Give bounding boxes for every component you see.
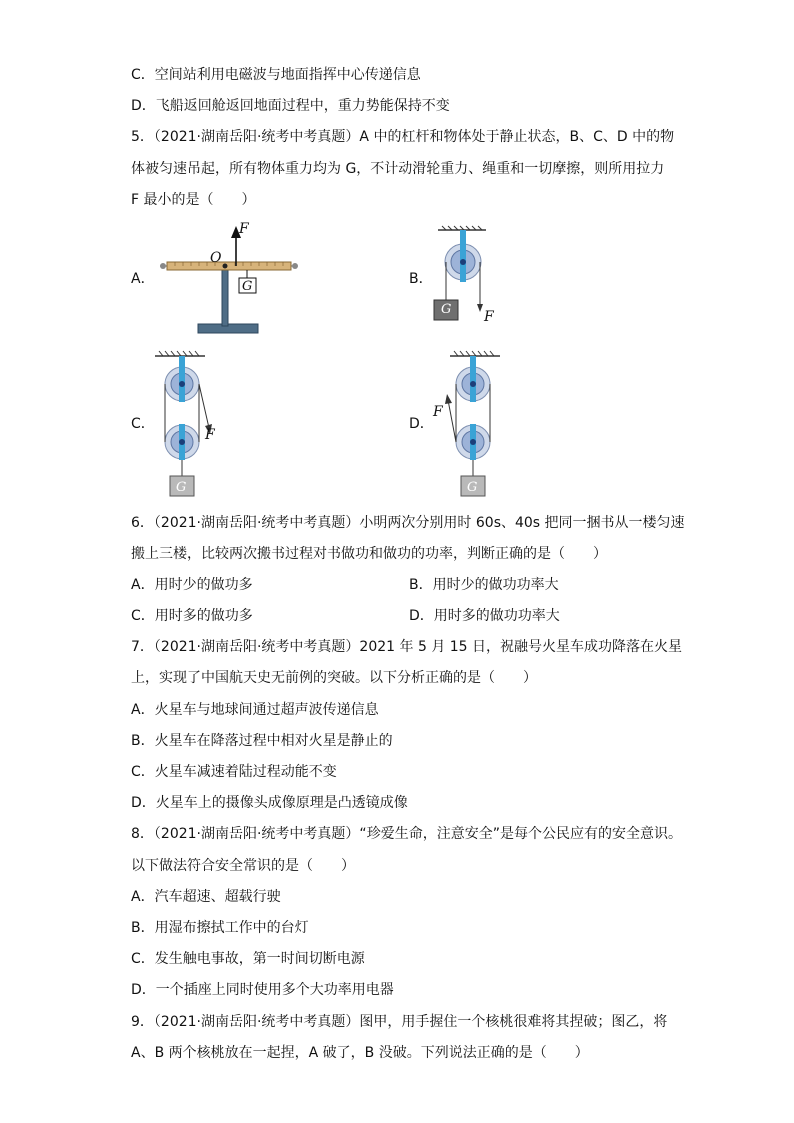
fig-label-a: A． [131,271,155,287]
q8-stem-line1: 8．（2021·湖南岳阳·统考中考真题）“珍爱生命，注意安全”是每个公民应有的安全意识。 [131,826,682,842]
q8-stem-line2: 以下做法符合安全常识的是（ ） [131,858,355,874]
q7-stem-line1: 7．（2021·湖南岳阳·统考中考真题）2021 年 5 月 15 日，祝融号火星车成功降落在火星 [131,639,683,655]
q8-option-b: B．用湿布擦拭工作中的台灯 [131,920,309,936]
fig-c-force-label: F [205,427,215,443]
q6-option-c: C．用时多的做功多 [131,608,253,624]
fig-label-b: B． [409,271,433,287]
q6-option-a: A．用时少的做功多 [131,577,253,593]
figure-a-lever [155,220,305,340]
fig-a-fulcrum-label: O [210,250,222,266]
q8-option-c: C．发生触电事故，第一时间切断电源 [131,951,365,967]
fig-label-c: C． [131,416,155,432]
q7-stem-line2: 上，实现了中国航天史无前例的突破。以下分析正确的是（ ） [131,670,537,686]
fig-a-weight-label: G [242,279,253,294]
q6-stem-line1: 6．（2021·湖南岳阳·统考中考真题）小明两次分别用时 60s、40s 把同一捆书从一楼匀速 [131,515,685,531]
fig-label-d: D． [409,416,434,432]
fig-d-weight-label: G [467,480,478,495]
q4-option-d: D．飞船返回舱返回地面过程中，重力势能保持不变 [131,98,450,114]
fig-b-force-label: F [484,309,494,325]
q9-stem-line1: 9．（2021·湖南岳阳·统考中考真题）图甲，用手握住一个核桃很难将其捏破；图乙，将 [131,1014,668,1030]
figure-c-pulley-block [153,348,243,500]
fig-d-force-label: F [433,404,443,420]
q7-option-c: C．火星车减速着陆过程动能不变 [131,764,337,780]
q7-option-b: B．火星车在降落过程中相对火星是静止的 [131,733,393,749]
fig-a-force-label: F [239,221,249,237]
q5-stem-line3: F 最小的是（ ） [131,192,256,208]
q6-stem-line2: 搬上三楼，比较两次搬书过程对书做功和做功的功率，判断正确的是（ ） [131,546,607,562]
fig-b-weight-label: G [441,302,452,317]
q9-stem-line2: A、B 两个核桃放在一起捏，A 破了，B 没破。下列说法正确的是（ ） [131,1045,589,1061]
q7-option-d: D．火星车上的摄像头成像原理是凸透镜成像 [131,795,408,811]
q8-option-a: A．汽车超速、超载行驶 [131,889,281,905]
figure-b-fixed-pulley [428,226,508,326]
q5-stem-line2: 体被匀速吊起，所有物体重力均为 G，不计动滑轮重力、绳重和一切摩擦，则所用拉力 [131,161,665,177]
q6-option-b: B．用时少的做功功率大 [409,577,559,593]
fig-c-weight-label: G [176,480,187,495]
q4-option-c: C．空间站利用电磁波与地面指挥中心传递信息 [131,67,421,83]
q7-option-a: A．火星车与地球间通过超声波传递信息 [131,702,379,718]
q5-stem-line1: 5．（2021·湖南岳阳·统考中考真题）A 中的杠杆和物体处于静止状态，B、C、D 中的物 [131,129,675,145]
q6-option-d: D．用时多的做功功率大 [409,608,560,624]
q8-option-d: D．一个插座上同时使用多个大功率用电器 [131,982,394,998]
